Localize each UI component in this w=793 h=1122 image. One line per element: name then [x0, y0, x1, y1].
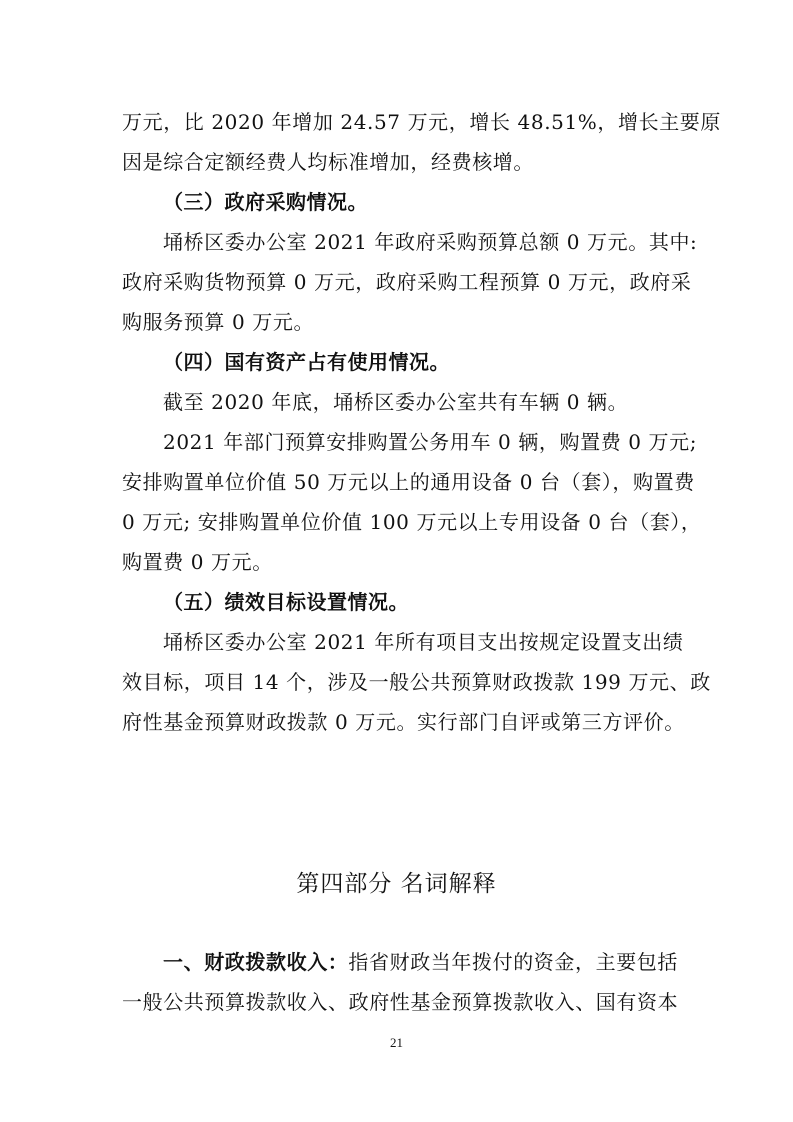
page-number: 21: [390, 1035, 403, 1050]
paragraph-line: 府性基金预算财政拨款 0 万元。实行部门自评或第三方评价。: [122, 710, 685, 734]
section-heading-performance: （五）绩效目标设置情况。: [163, 590, 409, 614]
definition-line: [163, 950, 683, 974]
part-title: 第四部分 名词解释: [296, 871, 497, 897]
paragraph-line: 因是综合定额经费人均标准增加，经费核增。: [122, 150, 534, 174]
definition-term: 一、财政拨款收入：: [163, 950, 349, 974]
section-heading-procurement: （三）政府采购情况。: [163, 190, 368, 214]
paragraph-line: 购置费 0 万元。: [122, 550, 273, 574]
paragraph-line: 截至 2020 年底，埇桥区委办公室共有车辆 0 辆。: [163, 390, 629, 414]
definition-text: 指省财政当年拨付的资金，主要包括: [348, 950, 679, 974]
paragraph-line: 埇桥区委办公室 2021 年政府采购预算总额 0 万元。其中:: [163, 230, 698, 254]
paragraph-line: 万元，比 2020 年增加 24.57 万元，增长 48.51%，增长主要原: [122, 110, 722, 134]
paragraph-line: 购服务预算 0 万元。: [122, 310, 315, 334]
paragraph-line: 埇桥区委办公室 2021 年所有项目支出按规定设置支出绩: [163, 630, 684, 654]
paragraph-line: 安排购置单位价值 50 万元以上的通用设备 0 台（套），购置费: [122, 470, 695, 494]
paragraph-line: 政府采购货物预算 0 万元，政府采购工程预算 0 万元，政府采: [122, 270, 692, 294]
paragraph-line: 效目标，项目 14 个，涉及一般公共预算财政拨款 199 万元、政: [122, 670, 711, 694]
paragraph-line: 一般公共预算拨款收入、政府性基金预算拨款收入、国有资本: [122, 990, 679, 1014]
paragraph-line: 2021 年部门预算安排购置公务用车 0 辆，购置费 0 万元;: [163, 430, 698, 454]
paragraph-line: 0 万元; 安排购置单位价值 100 万元以上专用设备 0 台（套），: [122, 510, 702, 534]
section-heading-assets: （四）国有资产占有使用情况。: [163, 350, 450, 374]
